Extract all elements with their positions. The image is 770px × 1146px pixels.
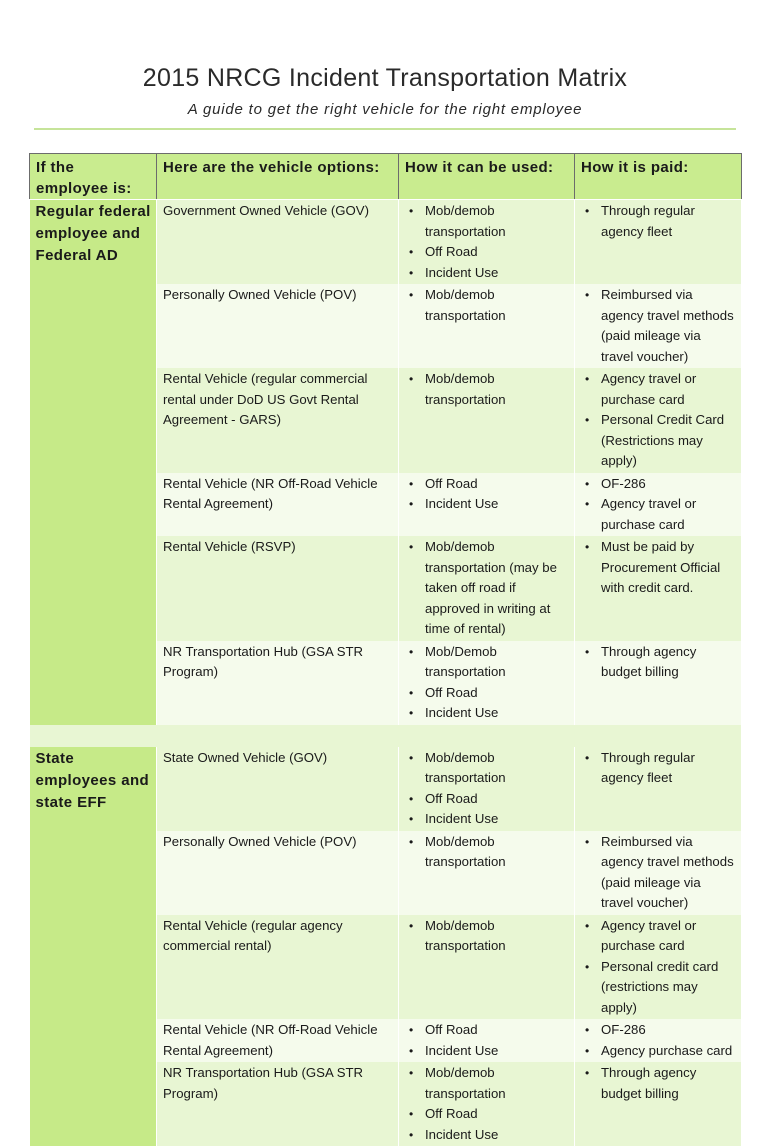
list-item: • Reimbursed via agency travel methods (paid mileage via travel voucher) xyxy=(581,832,736,914)
title-divider xyxy=(34,128,736,130)
employee-type-cell: State employees and state EFF xyxy=(30,747,157,1146)
payment-cell xyxy=(575,536,742,641)
list-item: • Mob/demob transportation xyxy=(405,285,569,326)
table-body xyxy=(30,200,742,1146)
usage-cell xyxy=(399,831,575,915)
usage-cell xyxy=(399,1019,575,1062)
header-payment: How it is paid: xyxy=(575,154,742,200)
usage-list xyxy=(405,537,569,640)
spacer-cell xyxy=(30,725,742,747)
vehicle-option-cell: Rental Vehicle (NR Off-Road Vehicle Rental Agreement) xyxy=(157,473,399,537)
usage-list xyxy=(405,642,569,724)
table-row xyxy=(30,200,742,285)
payment-list xyxy=(581,748,736,789)
list-item: • OF-286 xyxy=(581,474,736,495)
usage-list xyxy=(405,748,569,830)
vehicle-option-cell: Rental Vehicle (regular commercial rental under DoD US Govt Rental Agreement - GARS) xyxy=(157,368,399,473)
vehicle-option-cell: NR Transportation Hub (GSA STR Program) xyxy=(157,641,399,725)
list-item: • Mob/demob transportation xyxy=(405,201,569,242)
vehicle-option-cell: Personally Owned Vehicle (POV) xyxy=(157,284,399,368)
usage-cell xyxy=(399,368,575,473)
payment-cell xyxy=(575,831,742,915)
list-item: • Incident Use xyxy=(405,494,569,515)
payment-cell xyxy=(575,915,742,1020)
payment-list xyxy=(581,916,736,1019)
list-item: • Reimbursed via agency travel methods (paid mileage via travel voucher) xyxy=(581,285,736,367)
list-item: • Incident Use xyxy=(405,703,569,724)
page-title: 2015 NRCG Incident Transportation Matrix xyxy=(0,64,770,93)
vehicle-option-cell: Rental Vehicle (RSVP) xyxy=(157,536,399,641)
vehicle-option-cell: Government Owned Vehicle (GOV) xyxy=(157,200,399,285)
list-item: • Mob/demob transportation (may be taken off road if approved in writing at time of rental) xyxy=(405,537,569,640)
usage-list xyxy=(405,916,569,957)
list-item: • Mob/Demob transportation xyxy=(405,642,569,683)
list-item: • Incident Use xyxy=(405,1125,569,1146)
employee-type-cell: Regular federal employee and Federal AD xyxy=(30,200,157,725)
usage-list xyxy=(405,369,569,410)
usage-cell xyxy=(399,284,575,368)
payment-list xyxy=(581,201,736,242)
payment-list xyxy=(581,537,736,599)
list-item: • OF-286 xyxy=(581,1020,736,1041)
list-item: • Agency travel or purchase card xyxy=(581,916,736,957)
usage-list xyxy=(405,201,569,283)
list-item: • Mob/demob transportation xyxy=(405,832,569,873)
header-usage: How it can be used: xyxy=(399,154,575,200)
header-vehicle-options: Here are the vehicle options: xyxy=(157,154,399,200)
list-item: • Through agency budget billing xyxy=(581,1063,736,1104)
table-header-row xyxy=(30,154,742,200)
list-item: • Mob/demob transportation xyxy=(405,916,569,957)
payment-cell xyxy=(575,641,742,725)
usage-list xyxy=(405,1063,569,1145)
vehicle-option-cell: Rental Vehicle (regular agency commercial rental) xyxy=(157,915,399,1020)
list-item: • Personal credit card (restrictions may apply) xyxy=(581,957,736,1019)
payment-list xyxy=(581,832,736,914)
list-item: • Mob/demob transportation xyxy=(405,748,569,789)
payment-list xyxy=(581,1020,736,1061)
list-item: • Through regular agency fleet xyxy=(581,748,736,789)
list-item: • Off Road xyxy=(405,474,569,495)
payment-list xyxy=(581,369,736,472)
list-item: • Off Road xyxy=(405,1020,569,1041)
list-item: • Off Road xyxy=(405,789,569,810)
payment-cell xyxy=(575,200,742,285)
list-item: • Incident Use xyxy=(405,263,569,284)
usage-cell xyxy=(399,473,575,537)
payment-cell xyxy=(575,1019,742,1062)
list-item: • Through regular agency fleet xyxy=(581,201,736,242)
usage-cell xyxy=(399,747,575,831)
header-employee: If the employee is: xyxy=(30,154,157,200)
vehicle-option-cell: Personally Owned Vehicle (POV) xyxy=(157,831,399,915)
usage-list xyxy=(405,285,569,326)
payment-cell xyxy=(575,747,742,831)
usage-cell xyxy=(399,536,575,641)
payment-list xyxy=(581,474,736,536)
list-item: • Agency purchase card xyxy=(581,1041,736,1062)
payment-list xyxy=(581,1063,736,1104)
usage-list xyxy=(405,1020,569,1061)
payment-list xyxy=(581,642,736,683)
vehicle-option-cell: NR Transportation Hub (GSA STR Program) xyxy=(157,1062,399,1146)
list-item: • Mob/demob transportation xyxy=(405,369,569,410)
usage-cell xyxy=(399,915,575,1020)
usage-cell xyxy=(399,1062,575,1146)
list-item: • Agency travel or purchase card xyxy=(581,494,736,535)
transportation-matrix-table xyxy=(29,153,742,1146)
group-spacer-row xyxy=(30,725,742,747)
payment-cell xyxy=(575,284,742,368)
list-item: • Off Road xyxy=(405,242,569,263)
vehicle-option-cell: Rental Vehicle (NR Off-Road Vehicle Rental Agreement) xyxy=(157,1019,399,1062)
list-item: • Personal Credit Card (Restrictions may apply) xyxy=(581,410,736,472)
usage-cell xyxy=(399,200,575,285)
list-item: • Must be paid by Procurement Official with credit card. xyxy=(581,537,736,599)
list-item: • Incident Use xyxy=(405,1041,569,1062)
payment-list xyxy=(581,285,736,367)
payment-cell xyxy=(575,368,742,473)
list-item: • Through agency budget billing xyxy=(581,642,736,683)
usage-list xyxy=(405,474,569,515)
vehicle-option-cell: State Owned Vehicle (GOV) xyxy=(157,747,399,831)
list-item: • Off Road xyxy=(405,683,569,704)
usage-cell xyxy=(399,641,575,725)
list-item: • Off Road xyxy=(405,1104,569,1125)
list-item: • Incident Use xyxy=(405,809,569,830)
page-subtitle: A guide to get the right vehicle for the right employee xyxy=(0,101,770,118)
table-row xyxy=(30,747,742,831)
list-item: • Agency travel or purchase card xyxy=(581,369,736,410)
list-item: • Mob/demob transportation xyxy=(405,1063,569,1104)
payment-cell xyxy=(575,1062,742,1146)
usage-list xyxy=(405,832,569,873)
payment-cell xyxy=(575,473,742,537)
